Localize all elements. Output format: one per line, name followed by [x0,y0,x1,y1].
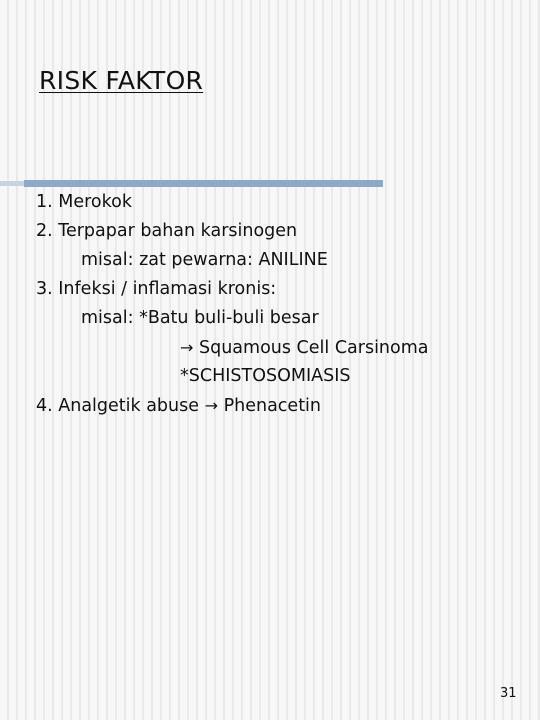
list-item-text: Phenacetin [223,396,322,416]
list-subitem-schisto [36,362,429,391]
list-item-text: 2. Terpapar bahan karsinogen [36,221,298,241]
list-item-text: misal: *Batu buli-buli besar [81,308,319,328]
list-item-analgetik [36,391,429,420]
list-subitem-aniline [36,246,429,275]
list-subitem-batu [36,304,429,333]
title-divider-left [0,181,24,186]
risk-factor-list [36,188,429,420]
list-item-text: 3. Infeksi / inflamasi kronis: [36,279,277,299]
page-number: 31 [500,686,517,701]
list-item-merokok [36,188,429,217]
list-item-text: misal: zat pewarna: ANILINE [81,250,328,270]
slide-title: RISK FAKTOR [39,66,204,95]
list-item-text: Squamous Cell Carsinoma [198,338,429,358]
arrow-right-icon: → [180,338,194,357]
list-item-infeksi [36,275,429,304]
list-item-text: *SCHISTOSOMIASIS [180,366,351,386]
arrow-right-icon: → [204,396,218,415]
title-divider [24,180,383,187]
list-subitem-scc [36,333,429,362]
list-item-text: 1. Merokok [36,192,132,212]
list-item-text: 4. Analgetik abuse [36,396,200,416]
list-item-karsinogen [36,217,429,246]
